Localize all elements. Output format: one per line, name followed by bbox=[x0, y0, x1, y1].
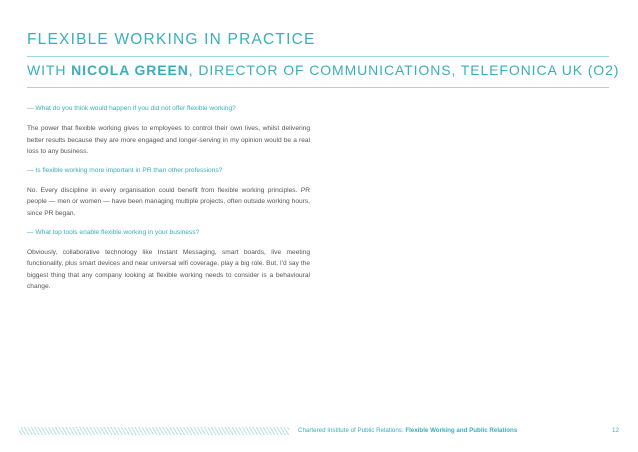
title-divider bbox=[27, 56, 609, 57]
page-title: FLEXIBLE WORKING IN PRACTICE bbox=[27, 31, 316, 48]
answer-3: Obviously, collaborative technology like Instant Messaging, smart boards, live meeting functionality, plus smart devices and near universal wifi coverage, play a big role. But, I'd say the biggest thing that any company looking at flexible working needs to consider is a behavioural change. bbox=[27, 248, 310, 291]
question-1: — What do you think would happen if you did not offer flexible working? bbox=[27, 105, 236, 112]
subtitle-divider bbox=[27, 87, 609, 88]
answer-1: The power that flexible working gives to employees to control their own lives, whilst delivering better results because they are more engaged and longer-serving in my opinion would be a real loss to any business. bbox=[27, 125, 310, 156]
interview-body bbox=[27, 104, 310, 301]
interviewee-name: NICOLA GREEN bbox=[71, 62, 189, 78]
subtitle-prefix: WITH bbox=[27, 62, 72, 78]
question-3: — What top tools enable flexible working in your business? bbox=[27, 228, 200, 236]
footer-text bbox=[298, 427, 517, 434]
footer-doc-title: Flexible Working and Public Relations bbox=[405, 427, 518, 434]
interview-subtitle bbox=[27, 62, 619, 78]
subtitle-role: , DIRECTOR OF COMMUNICATIONS, TELEFONICA UK (O2) bbox=[188, 62, 620, 78]
page-number: 12 bbox=[612, 427, 619, 434]
question-2: — Is flexible working more important in PR than other professions? bbox=[27, 166, 223, 174]
answer-2: No. Every discipline in every organisation could benefit from flexible working principles. PR people — men or women — have been managing multiple projects, often outside working hours, since PR began. bbox=[27, 186, 310, 217]
footer-hatch-decoration bbox=[19, 427, 289, 435]
footer-org: Chartered Institute of Public Relations: bbox=[298, 427, 406, 434]
